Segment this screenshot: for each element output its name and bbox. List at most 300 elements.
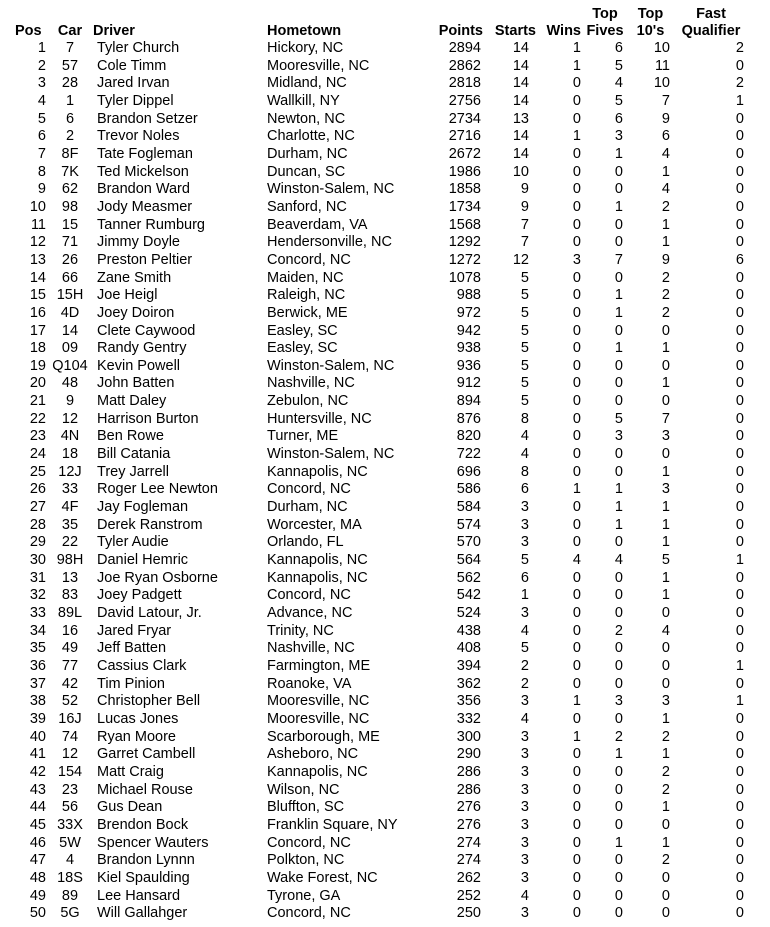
cell-wins: 0 [572, 181, 581, 198]
cell-points: 300 [456, 728, 481, 745]
cell-car: 4D [60, 304, 80, 321]
cell-driver: Roger Lee Newton [97, 481, 218, 498]
cell-pos: 31 [29, 569, 46, 586]
cell-pos: 43 [29, 781, 46, 798]
cell-driver: John Batten [97, 375, 175, 392]
cell-top-fives: 7 [614, 251, 623, 268]
table-body [0, 40, 750, 923]
cell-top-tens: 2 [661, 287, 670, 304]
cell-top-fives: 0 [614, 905, 623, 922]
cell-top-tens: 9 [661, 251, 670, 268]
cell-fast-qualifier: 0 [735, 587, 744, 604]
cell-pos: 33 [29, 605, 46, 621]
cell-pos: 32 [29, 587, 46, 604]
cell-top-tens: 0 [661, 322, 670, 339]
cell-driver: Jay Fogleman [97, 499, 189, 516]
cell-car: 62 [61, 181, 79, 198]
cell-points: 408 [456, 640, 481, 657]
cell-fast-qualifier: 0 [735, 287, 744, 304]
cell-pos: 50 [29, 905, 46, 922]
cell-hometown: Concord, NC [267, 905, 351, 922]
cell-hometown: Kannapolis, NC [267, 569, 368, 586]
cell-starts: 9 [520, 181, 529, 198]
cell-wins: 0 [572, 640, 581, 657]
cell-hometown: Winston-Salem, NC [267, 357, 395, 374]
cell-fast-qualifier: 0 [735, 746, 744, 763]
cell-car: 48 [61, 375, 79, 392]
cell-pos: 47 [29, 852, 46, 869]
cell-top-fives: 0 [614, 587, 623, 604]
cell-starts: 5 [520, 322, 529, 339]
cell-points: 276 [456, 799, 481, 816]
cell-top-fives: 6 [614, 110, 623, 127]
cell-hometown: Duncan, SC [267, 163, 346, 180]
cell-driver: Trevor Noles [97, 128, 180, 145]
cell-pos: 11 [30, 216, 46, 233]
cell-pos: 42 [29, 763, 46, 780]
cell-driver: Ted Mickelson [97, 163, 189, 180]
cell-top-tens: 0 [661, 905, 670, 922]
cell-top-fives: 0 [614, 269, 623, 286]
cell-points: 894 [456, 393, 481, 410]
cell-hometown: Roanoke, VA [267, 675, 352, 692]
cell-top-fives: 0 [614, 781, 623, 798]
cell-starts: 3 [520, 499, 529, 516]
cell-hometown: Mooresville, NC [267, 57, 370, 74]
cell-fast-qualifier: 0 [735, 728, 744, 745]
cell-pos: 13 [29, 251, 46, 268]
cell-driver: Joey Doiron [97, 304, 175, 321]
cell-driver: Daniel Hemric [97, 552, 189, 569]
cell-top-tens: 0 [661, 605, 670, 621]
cell-fast-qualifier: 0 [735, 852, 744, 869]
cell-hometown: Newton, NC [267, 110, 346, 127]
cell-starts: 3 [520, 746, 529, 763]
cell-car: 2 [65, 128, 75, 145]
cell-top-tens: 2 [661, 304, 670, 321]
cell-driver: Tate Fogleman [97, 145, 193, 162]
cell-starts: 12 [512, 251, 529, 268]
cell-pos: 25 [29, 463, 46, 480]
cell-top-fives: 1 [614, 340, 623, 357]
cell-fast-qualifier: 0 [735, 375, 744, 392]
cell-points: 586 [456, 481, 481, 498]
cell-top-tens: 3 [661, 693, 670, 710]
cell-points: 438 [456, 622, 481, 639]
cell-hometown: Raleigh, NC [267, 287, 346, 304]
cell-top-tens: 9 [661, 110, 670, 127]
cell-top-fives: 3 [614, 128, 623, 145]
cell-car: 35 [61, 516, 79, 533]
cell-starts: 14 [512, 92, 529, 109]
cell-car: 52 [61, 693, 79, 710]
cell-fast-qualifier: 0 [735, 198, 744, 215]
table-row [0, 782, 750, 800]
cell-top-tens: 5 [661, 552, 670, 569]
table-row [0, 40, 750, 58]
cell-starts: 5 [520, 357, 529, 374]
table-row [0, 552, 750, 570]
cell-pos: 9 [37, 181, 46, 198]
cell-top-fives: 1 [614, 198, 623, 215]
cell-car: 18S [57, 869, 83, 886]
cell-pos: 30 [29, 552, 46, 569]
cell-car: 14 [61, 322, 79, 339]
cell-points: 332 [456, 710, 481, 727]
cell-points: 1858 [448, 181, 481, 198]
table-row [0, 605, 750, 623]
cell-hometown: Easley, SC [267, 340, 338, 357]
cell-fast-qualifier: 0 [735, 234, 744, 251]
cell-wins: 1 [572, 481, 581, 498]
cell-wins: 0 [572, 75, 581, 92]
cell-car: 77 [61, 657, 79, 674]
cell-driver: Lucas Jones [97, 710, 179, 727]
cell-points: 972 [456, 304, 481, 321]
cell-points: 912 [456, 375, 481, 392]
cell-starts: 5 [520, 269, 529, 286]
cell-hometown: Durham, NC [267, 145, 348, 162]
cell-top-fives: 0 [614, 799, 623, 816]
cell-starts: 5 [520, 393, 529, 410]
cell-car: 98 [61, 198, 79, 215]
cell-top-fives: 4 [614, 552, 623, 569]
cell-top-tens: 0 [661, 675, 670, 692]
cell-starts: 3 [520, 781, 529, 798]
cell-pos: 46 [29, 834, 46, 851]
cell-points: 988 [456, 287, 481, 304]
cell-driver: Matt Craig [97, 763, 164, 780]
cell-top-tens: 4 [661, 622, 670, 639]
cell-top-fives: 0 [614, 816, 623, 833]
cell-fast-qualifier: 0 [735, 905, 744, 922]
cell-points: 936 [456, 357, 481, 374]
cell-pos: 39 [29, 710, 46, 727]
cell-top-tens: 2 [661, 852, 670, 869]
cell-car: 13 [61, 569, 79, 586]
cell-hometown: Berwick, ME [267, 304, 348, 321]
cell-driver: Cole Timm [97, 57, 167, 74]
cell-starts: 3 [520, 905, 529, 922]
table-row [0, 428, 750, 446]
cell-points: 574 [456, 516, 481, 533]
cell-wins: 0 [572, 869, 581, 886]
cell-top-tens: 1 [661, 799, 670, 816]
cell-hometown: Franklin Square, NY [267, 816, 398, 833]
cell-points: 570 [456, 534, 481, 551]
header-points: Points [438, 23, 483, 39]
cell-top-tens: 2 [661, 763, 670, 780]
cell-wins: 1 [572, 57, 581, 74]
cell-driver: Kevin Powell [97, 357, 181, 374]
cell-points: 1272 [448, 251, 481, 268]
cell-top-tens: 1 [661, 569, 670, 586]
cell-top-fives: 0 [614, 887, 623, 904]
cell-points: 2734 [448, 110, 481, 127]
cell-hometown: Wake Forest, NC [267, 869, 378, 886]
cell-points: 1568 [448, 216, 481, 233]
header-car: Car [57, 23, 83, 39]
cell-hometown: Mooresville, NC [267, 710, 370, 727]
cell-pos: 21 [29, 393, 46, 410]
cell-fast-qualifier: 0 [735, 128, 744, 145]
cell-car: 22 [61, 534, 79, 551]
cell-top-fives: 0 [614, 869, 623, 886]
cell-wins: 0 [572, 340, 581, 357]
cell-points: 274 [456, 852, 481, 869]
cell-hometown: Huntersville, NC [267, 410, 372, 427]
cell-car: 18 [61, 446, 79, 463]
header-starts: Starts [494, 23, 536, 39]
cell-car: 56 [61, 799, 79, 816]
cell-top-fives: 5 [614, 57, 623, 74]
cell-hometown: Concord, NC [267, 251, 351, 268]
header-top-fives-line2: Fives [586, 23, 624, 39]
cell-top-tens: 4 [661, 181, 670, 198]
cell-pos: 49 [29, 887, 46, 904]
cell-top-tens: 1 [661, 163, 670, 180]
cell-wins: 0 [572, 375, 581, 392]
cell-pos: 28 [29, 516, 46, 533]
cell-driver: Tanner Rumburg [97, 216, 205, 233]
cell-top-tens: 10 [653, 75, 670, 92]
cell-points: 290 [456, 746, 481, 763]
cell-pos: 8 [37, 163, 46, 180]
cell-top-fives: 5 [614, 92, 623, 109]
cell-hometown: Farmington, ME [267, 657, 371, 674]
header-pos: Pos [15, 23, 42, 39]
cell-top-tens: 11 [654, 57, 670, 74]
cell-points: 2756 [448, 92, 481, 109]
cell-fast-qualifier: 1 [735, 92, 744, 109]
cell-points: 356 [456, 693, 481, 710]
cell-top-fives: 0 [614, 393, 623, 410]
cell-top-tens: 1 [661, 463, 670, 480]
cell-points: 562 [456, 569, 481, 586]
cell-top-tens: 1 [661, 587, 670, 604]
cell-points: 274 [456, 834, 481, 851]
cell-car: 33X [57, 816, 83, 833]
cell-hometown: Maiden, NC [267, 269, 344, 286]
cell-pos: 45 [29, 816, 46, 833]
cell-driver: Clete Caywood [97, 322, 196, 339]
cell-top-fives: 0 [614, 710, 623, 727]
cell-pos: 16 [29, 304, 46, 321]
cell-top-fives: 0 [614, 375, 623, 392]
cell-wins: 0 [572, 446, 581, 463]
cell-top-fives: 4 [614, 75, 623, 92]
cell-points: 286 [456, 781, 481, 798]
cell-fast-qualifier: 0 [735, 869, 744, 886]
cell-fast-qualifier: 0 [735, 393, 744, 410]
cell-pos: 44 [29, 799, 46, 816]
cell-pos: 24 [29, 446, 46, 463]
cell-starts: 4 [520, 428, 529, 445]
table-row [0, 517, 750, 535]
cell-starts: 9 [520, 198, 529, 215]
table-row [0, 835, 750, 853]
cell-car: 89L [57, 605, 83, 621]
cell-fast-qualifier: 1 [735, 552, 744, 569]
cell-car: 57 [61, 57, 79, 74]
cell-starts: 3 [520, 534, 529, 551]
cell-car: 83 [61, 587, 79, 604]
cell-pos: 40 [29, 728, 46, 745]
cell-wins: 0 [572, 622, 581, 639]
cell-pos: 10 [29, 198, 46, 215]
cell-fast-qualifier: 1 [735, 657, 744, 674]
table-row [0, 93, 750, 111]
cell-wins: 1 [572, 128, 581, 145]
cell-wins: 1 [572, 693, 581, 710]
cell-starts: 4 [520, 446, 529, 463]
cell-wins: 1 [572, 728, 581, 745]
cell-fast-qualifier: 0 [735, 410, 744, 427]
table-row [0, 746, 750, 764]
table-row [0, 481, 750, 499]
cell-top-tens: 0 [661, 869, 670, 886]
cell-hometown: Sanford, NC [267, 198, 347, 215]
cell-top-fives: 2 [614, 728, 623, 745]
cell-points: 722 [456, 446, 481, 463]
cell-driver: Trey Jarrell [97, 463, 169, 480]
cell-top-tens: 0 [661, 816, 670, 833]
cell-top-fives: 0 [614, 181, 623, 198]
cell-pos: 34 [29, 622, 46, 639]
cell-fast-qualifier: 0 [735, 799, 744, 816]
cell-driver: Jeff Batten [97, 640, 167, 657]
cell-starts: 7 [520, 234, 529, 251]
cell-car: Q104 [52, 357, 88, 374]
cell-car: 7K [61, 163, 79, 180]
cell-starts: 6 [520, 569, 529, 586]
cell-car: 15 [61, 216, 79, 233]
cell-hometown: Worcester, MA [267, 516, 362, 533]
cell-top-fives: 0 [614, 322, 623, 339]
cell-wins: 0 [572, 410, 581, 427]
cell-car: 89 [61, 887, 79, 904]
cell-pos: 14 [29, 269, 46, 286]
cell-wins: 0 [572, 163, 581, 180]
cell-car: 12J [58, 463, 82, 480]
cell-wins: 0 [572, 657, 581, 674]
cell-car: 6 [65, 110, 75, 127]
cell-fast-qualifier: 0 [735, 763, 744, 780]
header-fast-qualifier [672, 3, 750, 40]
table-row [0, 852, 750, 870]
cell-fast-qualifier: 0 [735, 834, 744, 851]
cell-points: 2894 [448, 40, 481, 56]
cell-starts: 4 [520, 622, 529, 639]
cell-hometown: Nashville, NC [267, 375, 355, 392]
cell-wins: 0 [572, 428, 581, 445]
cell-car: 4 [65, 852, 75, 869]
cell-top-tens: 7 [661, 410, 670, 427]
cell-fast-qualifier: 0 [735, 181, 744, 198]
cell-car: 5G [60, 905, 80, 922]
cell-top-tens: 3 [661, 481, 670, 498]
cell-wins: 0 [572, 763, 581, 780]
cell-wins: 0 [572, 499, 581, 516]
cell-fast-qualifier: 0 [735, 781, 744, 798]
cell-hometown: Beaverdam, VA [267, 216, 368, 233]
table-row [0, 570, 750, 588]
cell-points: 1078 [448, 269, 481, 286]
cell-starts: 13 [512, 110, 529, 127]
table-row [0, 358, 750, 376]
cell-pos: 29 [29, 534, 46, 551]
cell-car: 154 [57, 763, 83, 780]
cell-top-tens: 7 [661, 92, 670, 109]
cell-fast-qualifier: 0 [735, 710, 744, 727]
cell-points: 820 [456, 428, 481, 445]
cell-hometown: Concord, NC [267, 481, 351, 498]
cell-car: 33 [61, 481, 79, 498]
cell-fast-qualifier: 0 [735, 605, 744, 621]
cell-fast-qualifier: 0 [735, 481, 744, 498]
cell-fast-qualifier: 0 [735, 534, 744, 551]
cell-points: 696 [456, 463, 481, 480]
cell-driver: Garret Cambell [97, 746, 196, 763]
cell-wins: 0 [572, 887, 581, 904]
cell-car: 4F [61, 499, 79, 516]
header-top-tens-line2: 10's [636, 23, 665, 39]
cell-top-fives: 0 [614, 163, 623, 180]
table-row [0, 658, 750, 676]
cell-car: 7 [65, 40, 75, 56]
cell-car: 71 [61, 234, 79, 251]
cell-top-fives: 3 [614, 428, 623, 445]
table-row [0, 817, 750, 835]
cell-points: 584 [456, 499, 481, 516]
cell-top-tens: 0 [661, 446, 670, 463]
cell-wins: 1 [572, 40, 581, 56]
cell-top-fives: 2 [614, 622, 623, 639]
cell-wins: 0 [572, 216, 581, 233]
cell-starts: 3 [520, 799, 529, 816]
cell-driver: Cassius Clark [97, 657, 187, 674]
cell-wins: 0 [572, 605, 581, 621]
table-row [0, 75, 750, 93]
cell-driver: Jared Fryar [97, 622, 172, 639]
cell-starts: 2 [520, 675, 529, 692]
cell-car: 16 [61, 622, 79, 639]
cell-pos: 48 [29, 869, 46, 886]
cell-pos: 20 [29, 375, 46, 392]
cell-wins: 0 [572, 852, 581, 869]
cell-top-fives: 0 [614, 216, 623, 233]
cell-starts: 14 [512, 128, 529, 145]
cell-hometown: Nashville, NC [267, 640, 355, 657]
cell-points: 252 [456, 887, 481, 904]
cell-top-tens: 0 [661, 393, 670, 410]
cell-fast-qualifier: 2 [735, 75, 744, 92]
cell-pos: 1 [37, 40, 46, 56]
cell-points: 2716 [448, 128, 481, 145]
cell-top-fives: 0 [614, 234, 623, 251]
cell-hometown: Durham, NC [267, 499, 348, 516]
cell-points: 262 [456, 869, 481, 886]
cell-points: 394 [456, 657, 481, 674]
cell-top-tens: 1 [661, 834, 670, 851]
cell-hometown: Hickory, NC [267, 40, 344, 56]
cell-driver: Gus Dean [97, 799, 163, 816]
cell-starts: 8 [520, 463, 529, 480]
table-row [0, 764, 750, 782]
cell-starts: 3 [520, 516, 529, 533]
cell-starts: 5 [520, 287, 529, 304]
table-row [0, 534, 750, 552]
